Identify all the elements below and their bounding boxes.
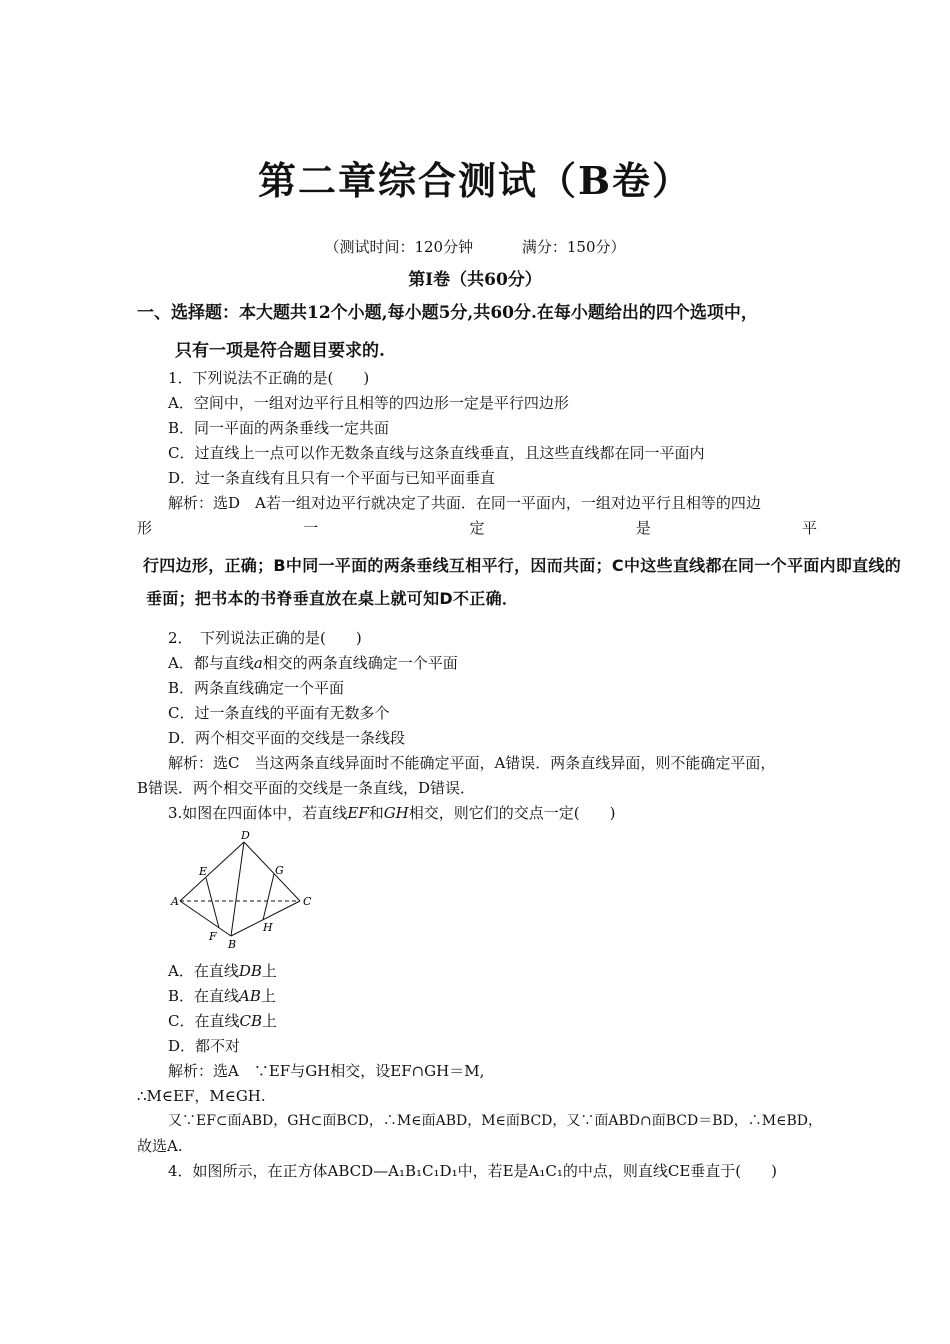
q3-stem-gh: GH bbox=[383, 804, 409, 822]
q1-answer-line1: 解析：选D A若一组对边平行就决定了共面．在同一平面内，一组对边平行且相等的四边 bbox=[168, 494, 761, 512]
q1-answer-line4: 垂面；把书本的书脊垂直放在桌上就可知D不正确． bbox=[146, 589, 519, 608]
q1-answer-word: 一 bbox=[303, 519, 319, 537]
edge-ad bbox=[180, 842, 244, 901]
page-title: 第二章综合测试（B卷） bbox=[257, 158, 693, 203]
exam-meta bbox=[0, 236, 950, 257]
label-d: D bbox=[241, 829, 250, 842]
q2-option-a-text: A．都与直线 bbox=[168, 654, 254, 672]
q2-answer-line1: 解析：选C 当这两条直线异面时不能确定平面，A错误．两条直线异面，则不能确定平面， bbox=[168, 754, 776, 772]
label-h: H bbox=[263, 921, 273, 934]
q3-stem-ef: EF bbox=[347, 804, 369, 822]
q2-option-a-text-end: 相交的两条直线确定一个平面 bbox=[262, 654, 458, 672]
q1-answer-word: 定 bbox=[469, 519, 485, 537]
q1-option-d: D．过一条直线有且只有一个平面与已知平面垂直 bbox=[168, 469, 496, 487]
q3-answer-line1: 解析：选A ∵EF与GH相交，设EF∩GH＝M, bbox=[168, 1062, 485, 1080]
q2-option-a-var: a bbox=[253, 654, 263, 672]
volume-heading: 第Ⅰ卷（共60分） bbox=[408, 270, 542, 290]
q2-stem: 2． 下列说法正确的是( ) bbox=[168, 629, 362, 647]
q3-answer-line4: 故选A. bbox=[137, 1137, 183, 1155]
exam-time: （测试时间：120分钟 bbox=[324, 238, 474, 256]
q3-option-c-text: C．在直线 bbox=[168, 1012, 240, 1030]
q3-option-b-on: 上 bbox=[260, 987, 276, 1005]
q3-option-b bbox=[168, 985, 276, 1006]
edge-ab bbox=[180, 901, 231, 936]
q2-option-b: B．两条直线确定一个平面 bbox=[168, 679, 345, 697]
q3-option-a-text: A．在直线 bbox=[168, 962, 239, 980]
label-b: B bbox=[228, 938, 237, 951]
q2-option-a bbox=[168, 652, 458, 673]
q2-option-d: D．两个相交平面的交线是一条线段 bbox=[168, 729, 406, 747]
label-c: C bbox=[303, 895, 312, 908]
edge-db bbox=[231, 842, 244, 936]
label-a: A bbox=[171, 895, 179, 908]
q3-answer-line2: ∴M∈EF，M∈GH. bbox=[137, 1087, 266, 1105]
section-heading-line2: 只有一项是符合题目要求的. bbox=[175, 341, 385, 361]
exam-score: 满分：150分） bbox=[521, 238, 626, 256]
q3-stem-and: 和 bbox=[368, 804, 384, 822]
q1-answer-line2 bbox=[137, 517, 817, 538]
q3-option-c bbox=[168, 1010, 277, 1031]
q4-stem: 4．如图所示，在正方体ABCD—A₁B₁C₁D₁中，若E是A₁C₁的中点，则直线CE垂直于( ) bbox=[168, 1162, 778, 1180]
q3-option-a-on: 上 bbox=[261, 962, 277, 980]
q3-option-d: D．都不对 bbox=[168, 1037, 241, 1055]
q1-answer-word: 平 bbox=[801, 519, 817, 537]
q1-answer-word: 形 bbox=[137, 519, 153, 537]
q3-stem-text-end: 相交，则它们的交点一定( ) bbox=[408, 804, 616, 822]
q1-option-b: B．同一平面的两条垂线一定共面 bbox=[168, 419, 390, 437]
q1-answer-word: 是 bbox=[635, 519, 651, 537]
q1-option-a: A．空间中，一组对边平行且相等的四边形一定是平行四边形 bbox=[168, 394, 569, 412]
q3-option-b-text: B．在直线 bbox=[168, 987, 240, 1005]
segment-gh bbox=[263, 874, 274, 920]
tetrahedron-figure bbox=[168, 828, 318, 952]
q3-option-a bbox=[168, 960, 277, 981]
q3-option-a-var: DB bbox=[238, 962, 262, 980]
label-e: E bbox=[199, 865, 208, 878]
q2-option-c: C．过一条直线的平面有无数多个 bbox=[168, 704, 390, 722]
q3-option-b-var: AB bbox=[239, 987, 261, 1005]
q3-stem-text: 3.如图在四面体中，若直线 bbox=[168, 804, 348, 822]
q3-option-c-on: 上 bbox=[261, 1012, 277, 1030]
label-f: F bbox=[209, 930, 217, 943]
q1-option-c: C．过直线上一点可以作无数条直线与这条直线垂直，且这些直线都在同一平面内 bbox=[168, 444, 705, 462]
label-g: G bbox=[275, 864, 284, 877]
q3-stem bbox=[168, 802, 616, 823]
q3-answer-line3: 又∵EF⊂面ABD，GH⊂面BCD，∴M∈面ABD，M∈面BCD，又∵面ABD∩面BCD＝BD，∴M∈BD， bbox=[168, 1113, 822, 1129]
edge-dc bbox=[244, 842, 300, 901]
q3-option-c-var: CB bbox=[239, 1012, 262, 1030]
section-heading-line1: 一、选择题：本大题共12个小题,每小题5分,共60分.在每小题给出的四个选项中， bbox=[137, 303, 758, 323]
q1-stem: 1．下列说法不正确的是( ) bbox=[168, 369, 370, 387]
q2-answer-line2: B错误．两个相交平面的交线是一条直线，D错误． bbox=[137, 779, 476, 797]
q1-answer-line3: 行四边形，正确；B中同一平面的两条垂线互相平行，因而共面；C中这些直线都在同一个平面内即直线的 bbox=[143, 556, 902, 575]
